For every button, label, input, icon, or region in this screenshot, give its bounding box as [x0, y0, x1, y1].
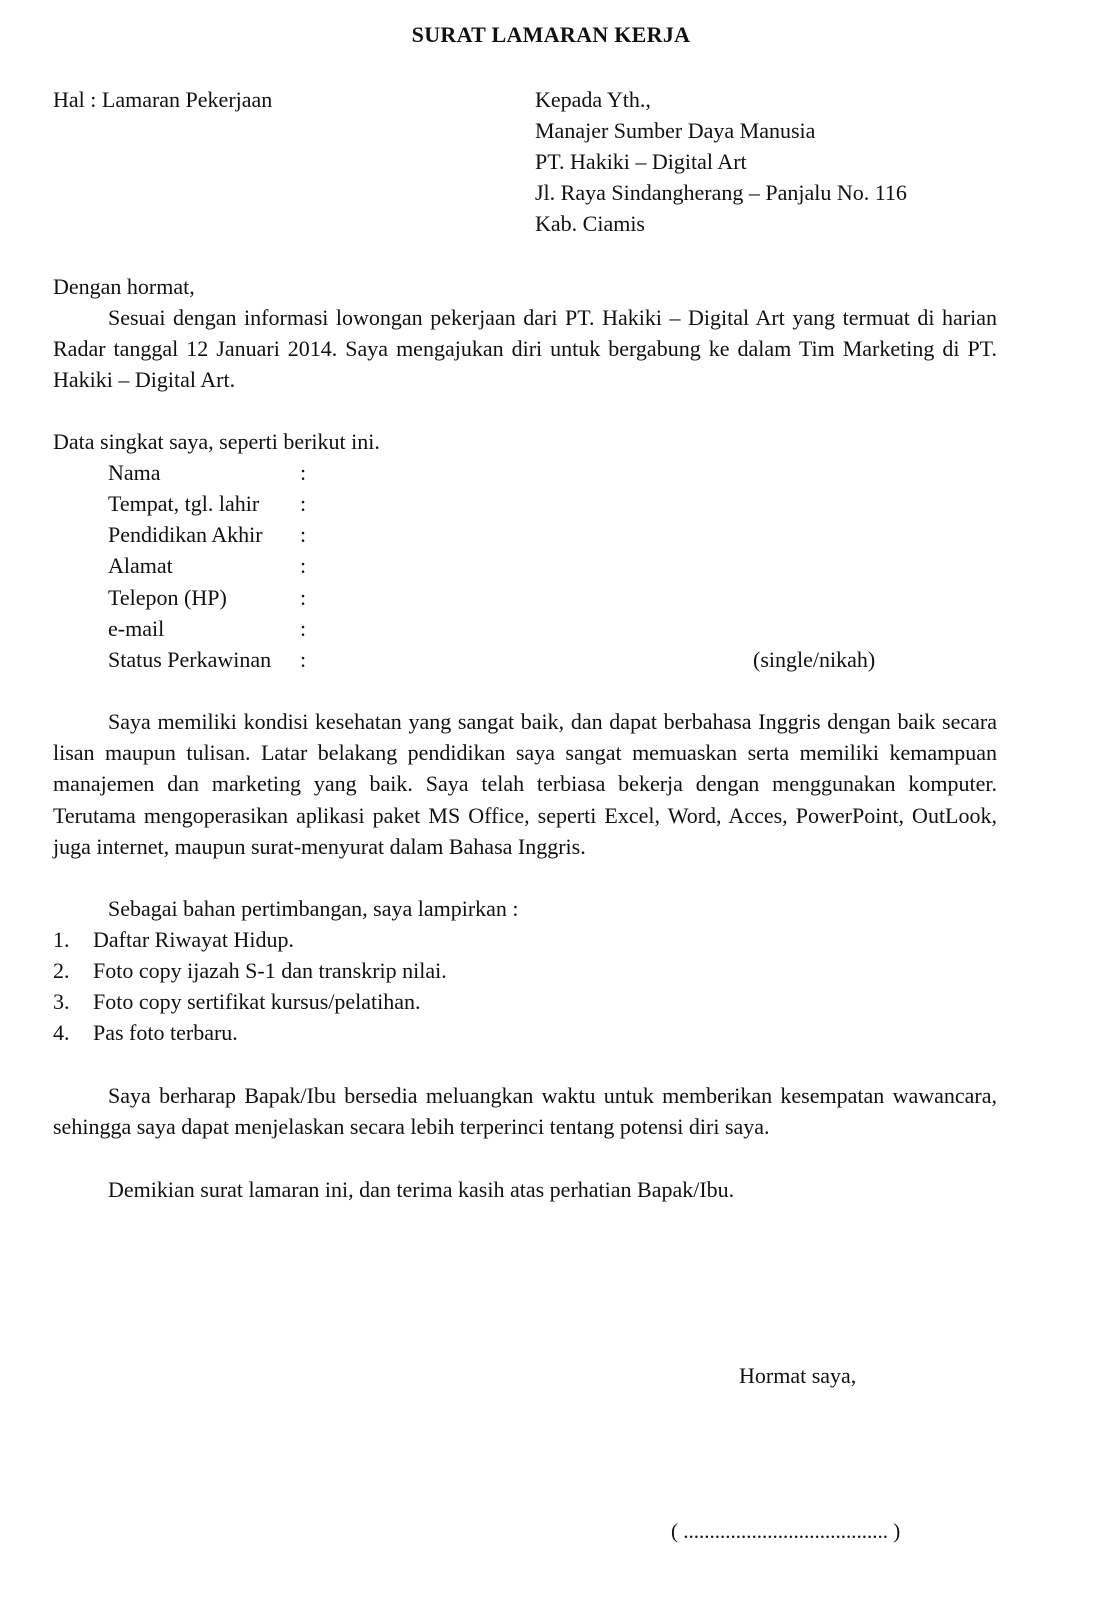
field-colon: :: [300, 553, 307, 578]
attachment-number: 2.: [53, 958, 70, 983]
field-label-telepon: Telepon (HP): [108, 585, 227, 610]
attachment-number: 4.: [53, 1020, 70, 1045]
attachments-intro: Sebagai bahan pertimbangan, saya lampirkan :: [108, 896, 519, 921]
greeting: Dengan hormat,: [53, 274, 195, 299]
attachment-number: 1.: [53, 927, 70, 952]
field-label-tempat-tgl-lahir: Tempat, tgl. lahir: [108, 491, 260, 516]
recipient-line: Manajer Sumber Daya Manusia: [535, 118, 816, 143]
field-label-alamat: Alamat: [108, 553, 173, 578]
recipient-line: Jl. Raya Sindangherang – Panjalu No. 116: [535, 180, 907, 205]
signature-placeholder: ( ....................................... ): [671, 1519, 901, 1543]
field-colon: :: [300, 491, 307, 516]
hope-paragraph: Saya berharap Bapak/Ibu bersedia meluangkan waktu untuk memberikan kesempatan wawancara, sehingga saya dapat menjelaskan secara lebih terperinci tentang potensi diri saya.: [53, 1083, 997, 1140]
field-label-pendidikan-akhir: Pendidikan Akhir: [108, 522, 263, 547]
recipient-line: Kab. Ciamis: [535, 211, 645, 236]
attachment-number: 3.: [53, 989, 70, 1014]
field-label-status-perkawinan: Status Perkawinan: [108, 647, 272, 672]
field-colon: :: [300, 585, 307, 610]
recipient-line: Kepada Yth.,: [535, 87, 651, 112]
closing-line: Demikian surat lamaran ini, dan terima kasih atas perhatian Bapak/Ibu.: [108, 1177, 735, 1202]
field-colon: :: [300, 647, 307, 672]
attachment-item: Foto copy ijazah S-1 dan transkrip nilai.: [93, 958, 447, 983]
field-colon: :: [300, 616, 307, 641]
attachment-item: Pas foto terbaru.: [93, 1020, 238, 1045]
field-colon: :: [300, 460, 307, 485]
intro-paragraph: Sesuai dengan informasi lowongan pekerjaan dari PT. Hakiki – Digital Art yang termuat di harian Radar tanggal 12 Januari 2014. Saya mengajukan diri untuk bergabung ke dalam Tim Marketing di PT. Hakiki – Digital Art.: [53, 305, 997, 393]
letter-title: SURAT LAMARAN KERJA: [411, 22, 691, 47]
data-intro: Data singkat saya, seperti berikut ini.: [53, 429, 380, 454]
field-colon: :: [300, 522, 307, 547]
marital-status-hint: (single/nikah): [753, 647, 876, 672]
attachment-item: Foto copy sertifikat kursus/pelatihan.: [93, 989, 421, 1014]
skills-paragraph: Saya memiliki kondisi kesehatan yang sangat baik, dan dapat berbahasa Inggris dengan baik secara lisan maupun tulisan. Latar belakang pendidikan saya sangat memuaskan serta memiliki kemampuan manajemen dan marketing yang baik. Saya telah terbiasa bekerja dengan menggunakan komputer. Terutama mengoperasikan aplikasi paket MS Office, seperti Excel, Word, Acces, PowerPoint, OutLook, juga internet, maupun surat-menyurat dalam Bahasa Inggris.: [53, 709, 997, 859]
field-label-nama: Nama: [108, 460, 161, 485]
recipient-line: PT. Hakiki – Digital Art: [535, 149, 747, 174]
field-label-email: e-mail: [108, 616, 165, 641]
subject-line: Hal : Lamaran Pekerjaan: [53, 87, 273, 112]
sign-off: Hormat saya,: [739, 1363, 857, 1388]
attachment-item: Daftar Riwayat Hidup.: [93, 927, 294, 952]
